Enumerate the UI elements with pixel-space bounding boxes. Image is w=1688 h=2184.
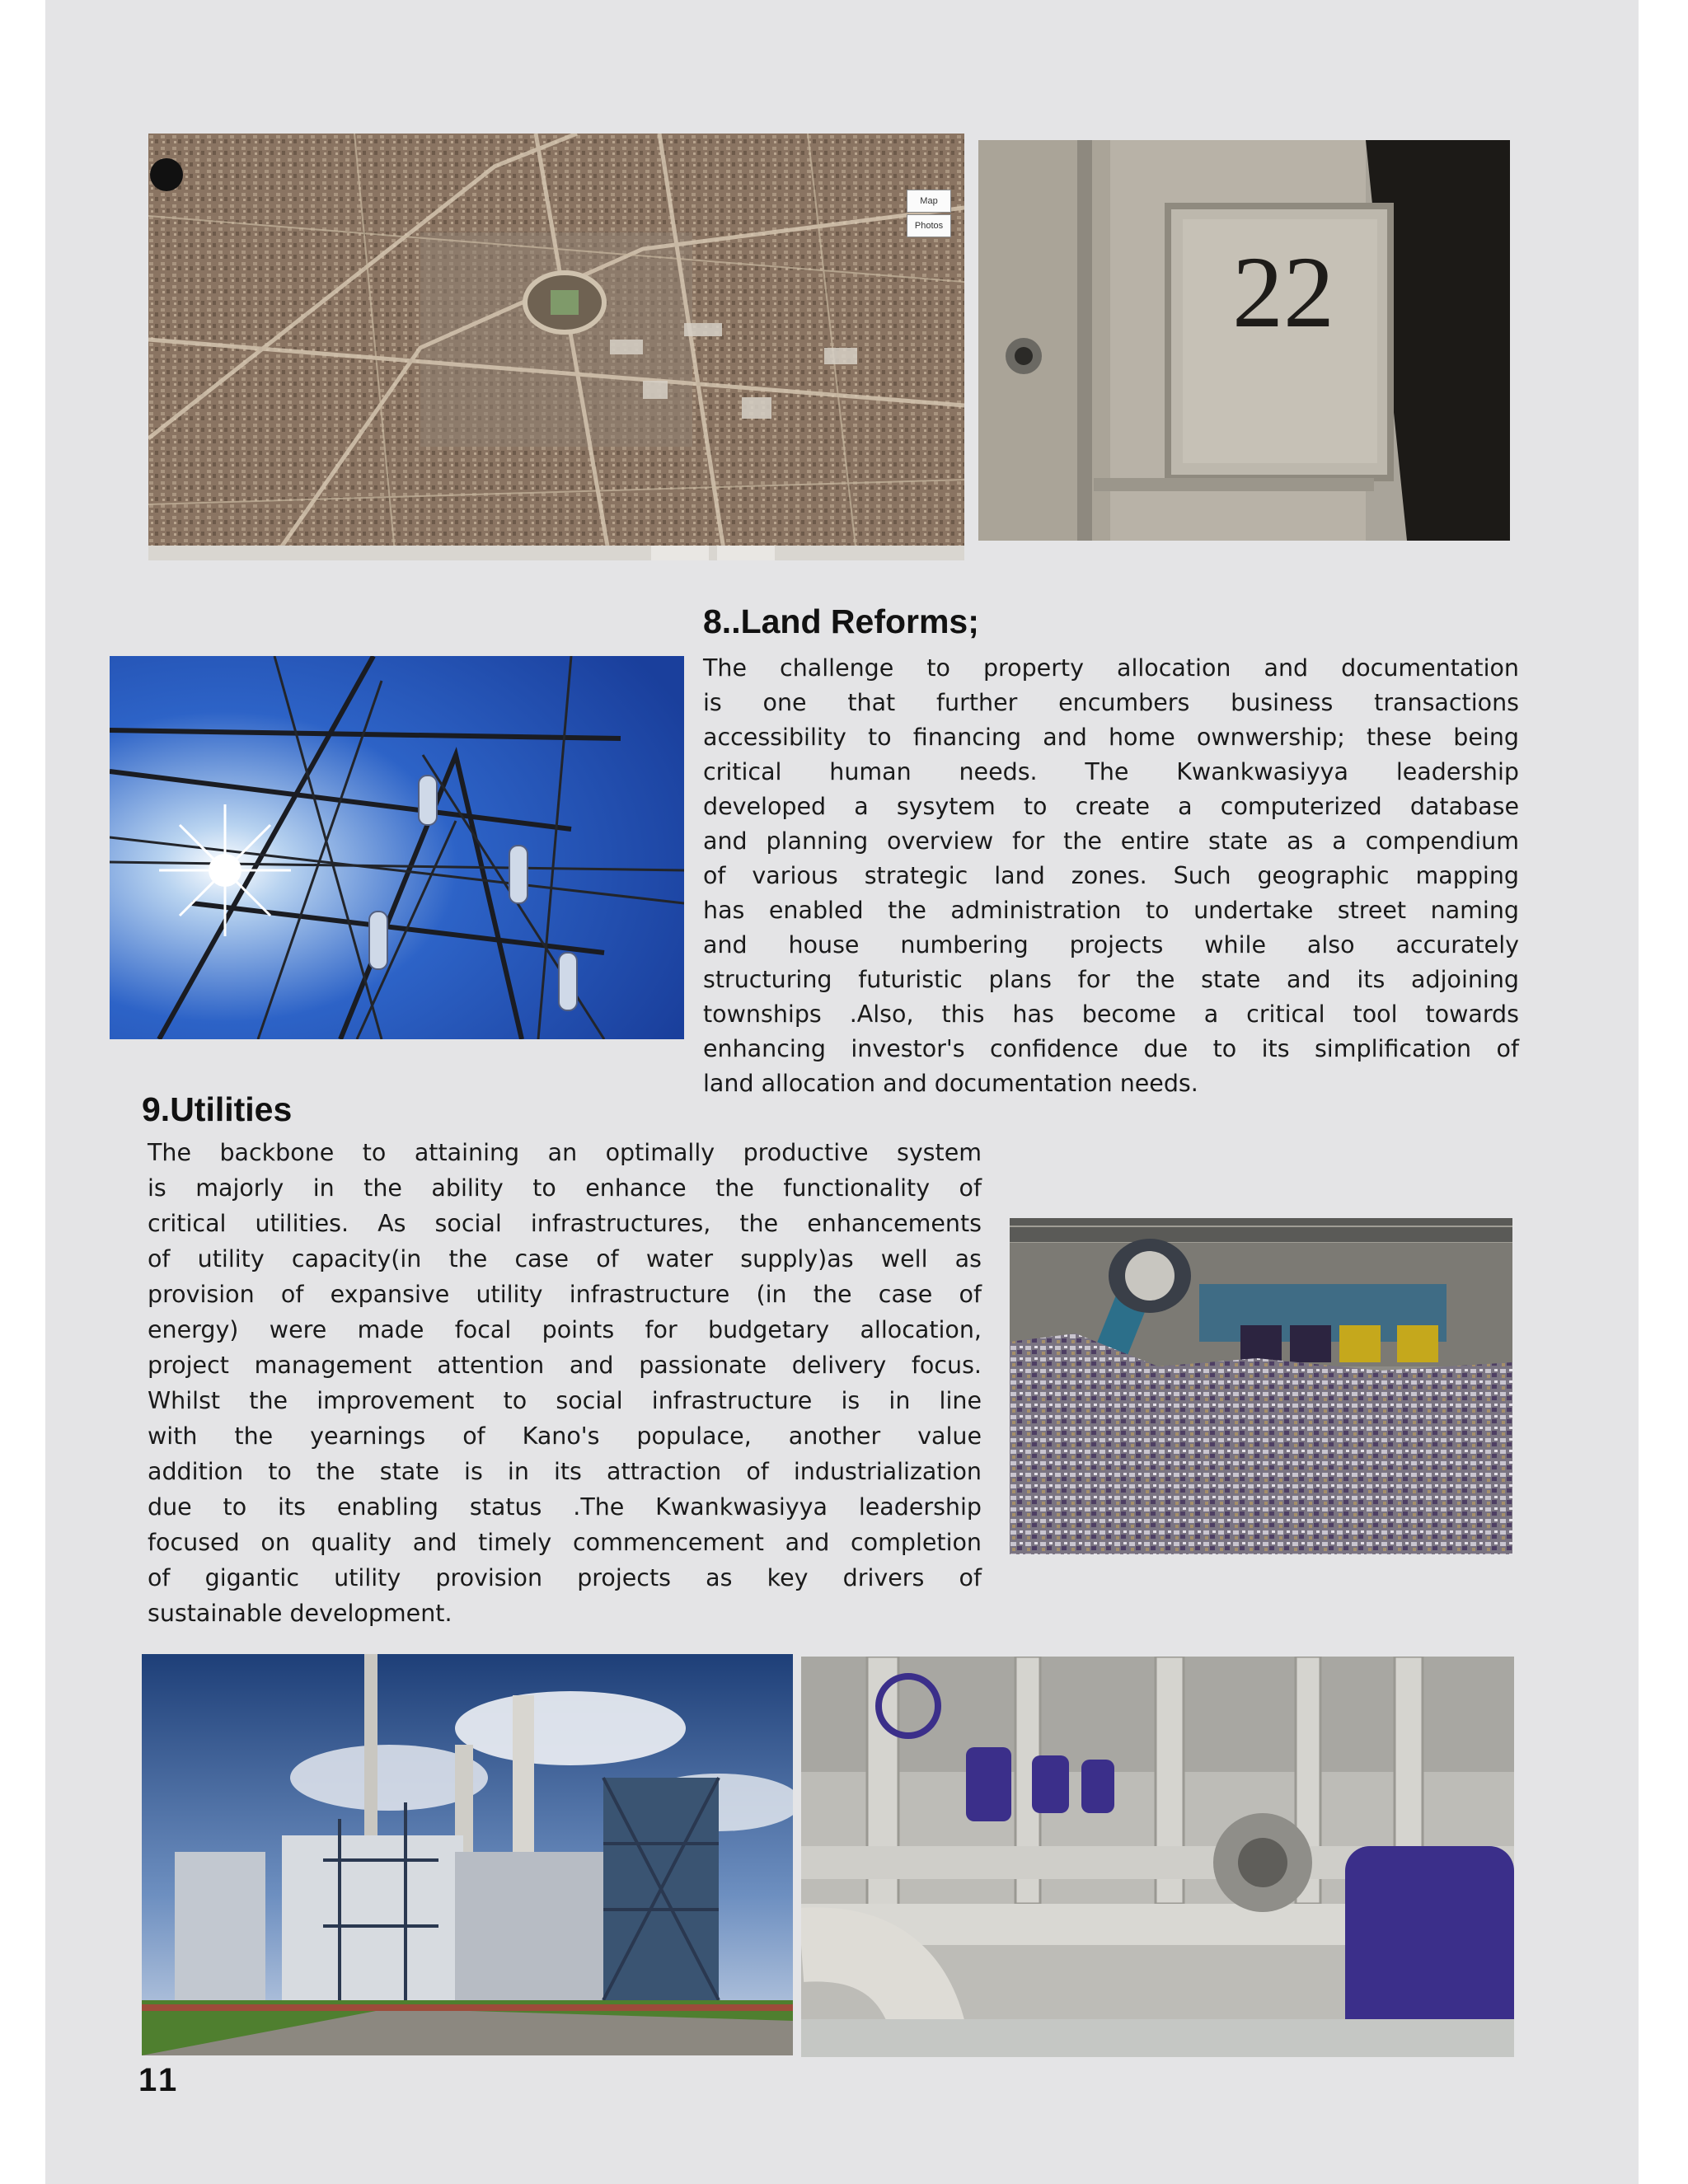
section-8-line-1: The challenge to property allocation and documentation bbox=[703, 654, 1519, 682]
section-8-line-2: is one that further encumbers business transactions bbox=[703, 689, 1519, 716]
page-number: 11 bbox=[138, 2062, 181, 2098]
section-9-line-14: sustainable development. bbox=[148, 1600, 452, 1627]
section-9-line-7: project management attention and passionate delivery focus. bbox=[148, 1352, 982, 1379]
section-8-line-13: land allocation and documentation needs. bbox=[703, 1070, 1198, 1097]
section-9-line-13: of gigantic utility provision projects as key drivers of bbox=[148, 1564, 982, 1591]
satellite-map-photo bbox=[148, 134, 964, 560]
section-9-line-2: is majorly in the ability to enhance the functionality of bbox=[148, 1174, 982, 1202]
section-9-line-6: energy) were made focal points for budgetary allocation, bbox=[148, 1316, 982, 1343]
door-number-photo bbox=[978, 140, 1510, 541]
photos-button[interactable]: Photos bbox=[907, 214, 951, 237]
section-9-line-3: critical utilities. As social infrastructures, the enhancements bbox=[148, 1210, 982, 1237]
power-pylon-photo bbox=[110, 656, 684, 1039]
power-plant-photo bbox=[142, 1654, 793, 2055]
section-9-line-9: with the yearnings of Kano's populace, another value bbox=[148, 1422, 982, 1450]
section-8-line-10: structuring futuristic plans for the state and its adjoining bbox=[703, 966, 1519, 993]
section-9-line-10: addition to the state is in its attraction of industrialization bbox=[148, 1458, 982, 1485]
section-8-line-4: critical human needs. The Kwankwasiyya leadership bbox=[703, 758, 1519, 785]
section-8-line-12: enhancing investor's confidence due to its simplification of bbox=[703, 1035, 1519, 1062]
pump-station-photo bbox=[801, 1657, 1514, 2057]
section-8-heading: 8..Land Reforms; bbox=[703, 602, 979, 640]
section-9-line-5: provision of expansive utility infrastructure (in the case of bbox=[148, 1281, 982, 1308]
section-9-line-11: due to its enabling status .The Kwankwasiyya leadership bbox=[148, 1493, 982, 1521]
section-9-heading: 9.Utilities bbox=[142, 1090, 293, 1128]
section-8-line-11: townships .Also, this has become a critical tool towards bbox=[703, 1001, 1519, 1028]
recycling-plant-photo bbox=[1010, 1218, 1512, 1554]
section-8-line-8: has enabled the administration to undertake street naming bbox=[703, 897, 1519, 924]
section-8-line-7: of various strategic land zones. Such geographic mapping bbox=[703, 862, 1519, 889]
section-8-line-3: accessibility to financing and home ownwership; these being bbox=[703, 724, 1519, 751]
section-9-line-12: focused on quality and timely commencement and completion bbox=[148, 1529, 982, 1556]
section-9-line-4: of utility capacity(in the case of water supply)as well as bbox=[148, 1245, 982, 1272]
section-9-line-1: The backbone to attaining an optimally productive system bbox=[148, 1139, 982, 1166]
section-8-line-9: and house numbering projects while also accurately bbox=[703, 931, 1519, 958]
section-8-line-5: developed a sysytem to create a computerized database bbox=[703, 793, 1519, 820]
door-number: 22 bbox=[1232, 236, 1334, 349]
section-9-line-8: Whilst the improvement to social infrastructure is in line bbox=[148, 1387, 982, 1414]
map-button[interactable]: Map bbox=[907, 190, 951, 213]
section-8-line-6: and planning overview for the entire state as a compendium bbox=[703, 827, 1519, 855]
